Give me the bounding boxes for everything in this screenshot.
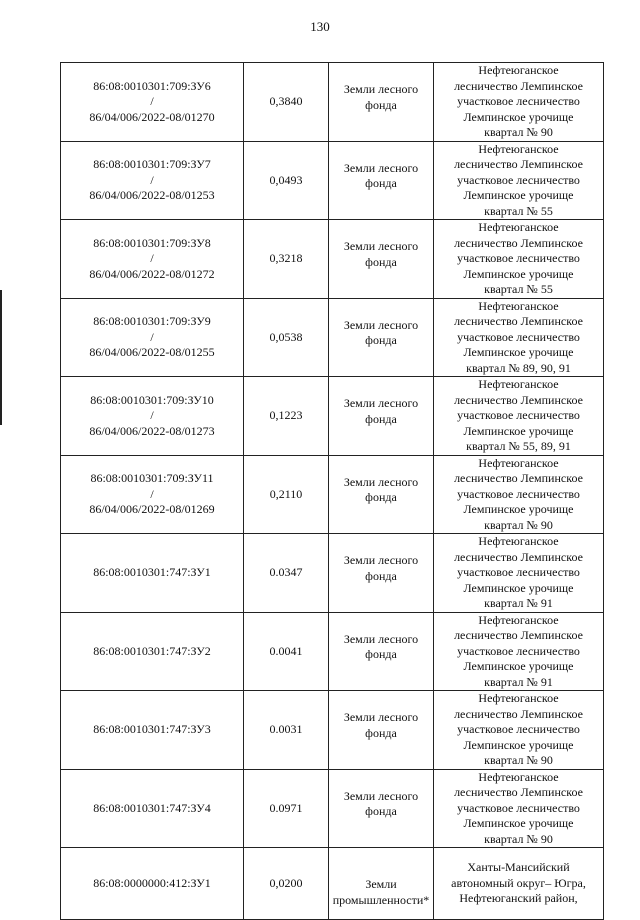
land-category-line: фонда [365, 411, 397, 426]
scan-edge-mark [0, 290, 2, 425]
cadastral-number-line: 86:08:0010301:747:ЗУ1 [93, 565, 211, 579]
area-cell [244, 534, 329, 613]
location-cell [434, 612, 604, 691]
location-line: Нефтеюганское [478, 220, 559, 234]
cadastral-number-line: / [150, 94, 154, 108]
location-line: автономный округ– Югра, [451, 875, 586, 890]
land-category-cell [329, 455, 434, 534]
area-value: 0,1223 [269, 408, 303, 422]
land-category-line: Земли лесного [343, 160, 419, 175]
location-line: квартал № 90 [484, 517, 553, 532]
location-line: лесничество Лемпинское [454, 314, 583, 328]
cadastral-number-cell [61, 455, 244, 534]
cadastral-number-line: 86:08:0010301:709:ЗУ8 [93, 235, 211, 250]
table-row [61, 534, 604, 613]
table-row [61, 612, 604, 691]
location-line: Ханты-Мансийский [467, 860, 570, 875]
table-row [61, 298, 604, 377]
location-line: Нефтеюганское [478, 769, 559, 784]
area-cell [244, 848, 329, 920]
location-line: Нефтеюганское [478, 455, 559, 470]
location-line: квартал № 90 [484, 831, 553, 846]
land-category-cell [329, 141, 434, 220]
land-category-line: фонда [365, 568, 397, 583]
land-category-line: Земли лесного [343, 553, 419, 568]
location-line: участковое лесничество [457, 329, 580, 344]
location-line: квартал № 91 [484, 596, 553, 610]
cadastral-number-line: 86/04/006/2022-08/01255 [89, 345, 215, 359]
cadastral-number-cell [61, 534, 244, 613]
area-value: 0,0538 [269, 329, 303, 344]
location-line: квартал № 55 [484, 282, 553, 296]
table-row [61, 141, 604, 220]
land-category-line: промышленности* [332, 892, 430, 907]
location-line: Лемпинское урочище [463, 659, 574, 673]
area-value: 0.0041 [269, 643, 303, 658]
land-category-cell [329, 298, 434, 377]
cadastral-number-line: / [150, 486, 154, 501]
area-cell [244, 691, 329, 770]
land-category-line: Земли лесного [343, 396, 419, 411]
table-row [61, 455, 604, 534]
area-cell [244, 455, 329, 534]
location-cell [434, 455, 604, 534]
location-line: Лемпинское урочище [463, 266, 574, 281]
location-cell [434, 691, 604, 770]
cadastral-number-line: 86:08:0010301:709:ЗУ9 [93, 314, 211, 328]
location-line: Нефтеюганское [478, 534, 559, 548]
location-cell [434, 769, 604, 848]
cadastral-number-line: / [150, 329, 154, 344]
table-row [61, 769, 604, 848]
location-line: лесничество Лемпинское [454, 78, 583, 93]
location-line: участковое лесничество [457, 172, 580, 187]
location-line: лесничество Лемпинское [454, 785, 583, 799]
location-line: Лемпинское урочище [463, 502, 574, 516]
location-line: Лемпинское урочище [463, 109, 574, 124]
cadastral-number-line: 86:08:0010301:709:ЗУ10 [90, 392, 214, 407]
land-plots-table-body [61, 63, 604, 920]
cadastral-number-line: / [150, 172, 154, 187]
cadastral-number-line: / [150, 408, 154, 422]
land-category-cell [329, 848, 434, 920]
location-line: Лемпинское урочище [463, 423, 574, 438]
area-cell [244, 612, 329, 691]
cadastral-number-line: 86:08:0010301:747:ЗУ2 [93, 643, 211, 658]
land-category-line: Земли лесного [343, 710, 419, 725]
cadastral-number-cell [61, 141, 244, 220]
table-row [61, 220, 604, 299]
page-number: 130 [310, 19, 330, 34]
area-value: 0.0347 [269, 565, 303, 579]
location-line: Нефтеюганское [478, 377, 559, 391]
location-line: лесничество Лемпинское [454, 392, 583, 407]
land-category-line: фонда [365, 490, 397, 505]
area-cell [244, 377, 329, 456]
location-line: Лемпинское урочище [463, 345, 574, 359]
location-line: Лемпинское урочище [463, 188, 574, 202]
location-line: участковое лесничество [457, 643, 580, 658]
location-cell [434, 377, 604, 456]
location-line: Лемпинское урочище [463, 816, 574, 830]
location-line: лесничество Лемпинское [454, 157, 583, 171]
cadastral-number-cell [61, 377, 244, 456]
location-line: квартал № 55 [484, 203, 553, 218]
location-cell [434, 220, 604, 299]
cadastral-number-line: 86/04/006/2022-08/01270 [89, 109, 215, 124]
land-category-line: Земли [365, 877, 397, 891]
location-line: участковое лесничество [457, 800, 580, 815]
cadastral-number-cell [61, 691, 244, 770]
area-value: 0.0031 [269, 722, 303, 736]
location-line: лесничество Лемпинское [454, 235, 583, 250]
cadastral-number-line: 86:08:0000000:412:ЗУ1 [93, 875, 211, 890]
land-category-cell [329, 691, 434, 770]
location-line: квартал № 90 [484, 125, 553, 139]
location-line: Нефтеюганское [478, 691, 559, 705]
land-category-line: фонда [365, 804, 397, 819]
land-category-cell [329, 63, 434, 142]
cadastral-number-cell [61, 220, 244, 299]
table-row [61, 63, 604, 142]
cadastral-number-line: 86/04/006/2022-08/01269 [89, 502, 215, 516]
area-value: 0,0493 [269, 172, 303, 187]
table-row [61, 691, 604, 770]
area-cell [244, 220, 329, 299]
location-line: Лемпинское урочище [463, 737, 574, 752]
location-cell [434, 534, 604, 613]
land-category-line: Земли лесного [343, 631, 419, 646]
location-line: лесничество Лемпинское [454, 471, 583, 485]
land-category-line: фонда [365, 254, 397, 269]
location-line: участковое лесничество [457, 722, 580, 736]
cadastral-number-line: 86:08:0010301:709:ЗУ11 [90, 471, 214, 485]
location-line: лесничество Лемпинское [454, 549, 583, 564]
land-category-line: Земли лесного [343, 317, 419, 332]
location-line: квартал № 89, 90, 91 [466, 360, 571, 375]
area-cell [244, 298, 329, 377]
cadastral-number-cell [61, 769, 244, 848]
location-cell [434, 298, 604, 377]
area-value: 0,2110 [269, 486, 303, 501]
location-line: участковое лесничество [457, 486, 580, 501]
cadastral-number-line: 86:08:0010301:747:ЗУ4 [93, 800, 211, 815]
location-cell [434, 848, 604, 920]
cadastral-number-cell [61, 612, 244, 691]
location-line: квартал № 55, 89, 91 [466, 439, 571, 453]
area-cell [244, 63, 329, 142]
land-category-line: Земли лесного [343, 239, 419, 254]
area-value: 0,0200 [269, 875, 303, 890]
cadastral-number-cell [61, 848, 244, 920]
location-line: Лемпинское урочище [463, 580, 574, 595]
area-value: 0.0971 [269, 800, 303, 815]
location-line: лесничество Лемпинское [454, 706, 583, 721]
table-row [61, 848, 604, 920]
location-line: участковое лесничество [457, 94, 580, 108]
location-line: лесничество Лемпинское [454, 628, 583, 642]
cadastral-number-cell [61, 298, 244, 377]
cadastral-number-line: 86:08:0010301:709:ЗУ7 [93, 157, 211, 171]
cadastral-number-line: 86/04/006/2022-08/01272 [89, 266, 215, 281]
table-row [61, 377, 604, 456]
area-cell [244, 769, 329, 848]
land-category-line: Земли лесного [343, 82, 419, 97]
cadastral-number-line: 86/04/006/2022-08/01273 [89, 423, 215, 438]
area-value: 0,3218 [269, 251, 303, 265]
area-value: 0,3840 [269, 94, 303, 108]
land-category-line: фонда [365, 647, 397, 662]
land-category-line: фонда [365, 333, 397, 348]
cadastral-number-line: 86/04/006/2022-08/01253 [89, 188, 215, 202]
cadastral-number-line: 86:08:0010301:747:ЗУ3 [93, 722, 211, 736]
land-category-line: фонда [365, 97, 397, 112]
cadastral-number-line: / [150, 251, 154, 265]
land-category-cell [329, 377, 434, 456]
location-line: Нефтеюганское [478, 141, 559, 156]
location-line: квартал № 91 [484, 674, 553, 689]
location-cell [434, 141, 604, 220]
land-category-line: фонда [365, 176, 397, 191]
location-line: участковое лесничество [457, 251, 580, 265]
land-plots-table [60, 62, 604, 920]
land-category-cell [329, 612, 434, 691]
land-category-line: Земли лесного [343, 474, 419, 489]
land-category-cell [329, 769, 434, 848]
location-line: Нефтеюганский район, [459, 891, 578, 906]
location-line: квартал № 90 [484, 753, 553, 767]
location-line: участковое лесничество [457, 565, 580, 579]
land-category-cell [329, 534, 434, 613]
location-cell [434, 63, 604, 142]
cadastral-number-line: 86:08:0010301:709:ЗУ6 [93, 78, 211, 93]
cadastral-number-cell [61, 63, 244, 142]
land-category-line: Земли лесного [343, 788, 419, 803]
land-category-cell [329, 220, 434, 299]
area-cell [244, 141, 329, 220]
land-category-line: фонда [365, 725, 397, 740]
location-line: участковое лесничество [457, 408, 580, 422]
location-line: Нефтеюганское [478, 63, 559, 77]
location-line: Нефтеюганское [478, 612, 559, 627]
location-line: Нефтеюганское [478, 298, 559, 313]
